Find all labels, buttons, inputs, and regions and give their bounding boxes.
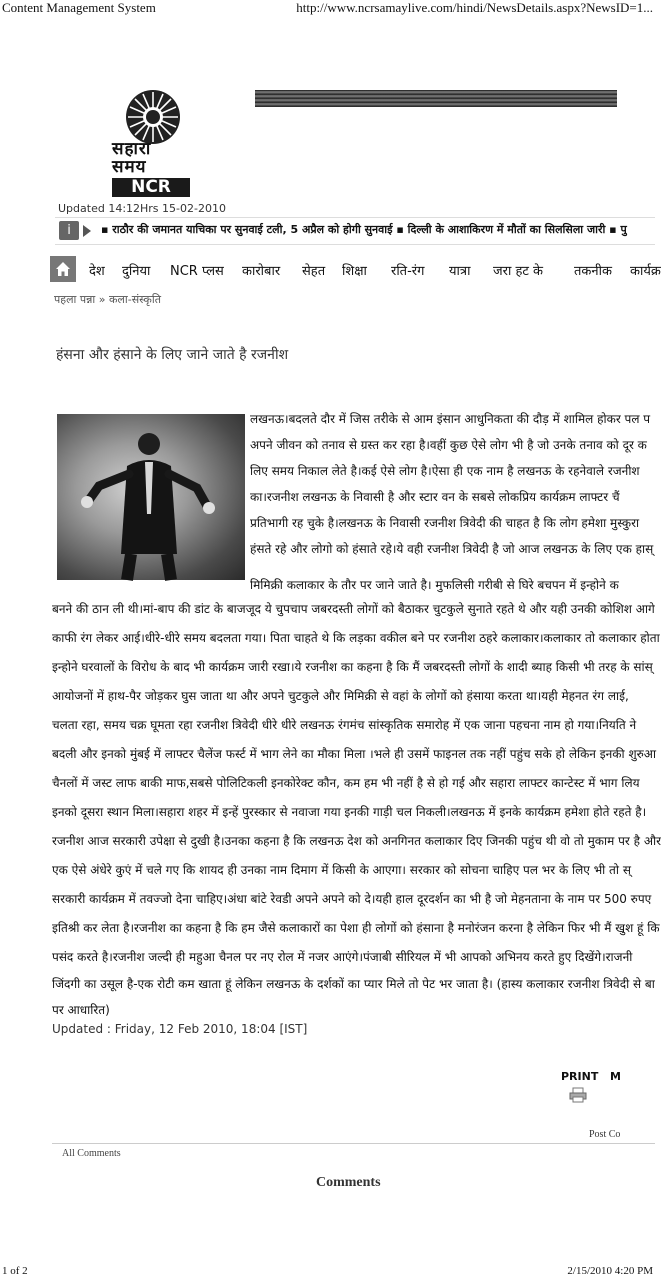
- news-ticker: [55, 217, 655, 245]
- nav-item-rati-rang[interactable]: रति-रंग: [391, 264, 425, 279]
- logo-text-line2: समय: [112, 157, 147, 177]
- info-icon[interactable]: i: [59, 221, 79, 240]
- article-line: सरकारी कार्यक्रम में तवज्जो देना चाहिए।अंधा बांटे रेवडी अपने अपने को दे।यही हाल दूरदर्शन का भी है जो मेहनताना के नाम पर 500 रुपए: [52, 892, 652, 906]
- article-line: हंसते रहे और लोगो को हंसाते रहे।ये वही रजनीश त्रिवेदी है जो आज लखनऊ के लिए एक हास्: [250, 542, 654, 556]
- ticker-item[interactable]: राठौर की जमानत याचिका पर सुनवाई टली, 5 अप्रैल को होगी सुनवाई: [112, 223, 393, 236]
- article-line: काफी रंग लेकर आई।धीरे-धीरे समय बदलता गया। पिता चाहते थे कि लड़का वकील बने पर रजनीश ठहरे कलाकार।कलाकार तो कलाकार होता: [52, 631, 660, 645]
- article-line: लखनऊ।बदलते दौर में जिस तरीके से आम इंसान आधुनिकता की दौड़ में शामिल होकर पल प: [250, 412, 651, 426]
- article-line: बनने की ठान ली थी।मां-बाप की डांट के बाजजूद ये चुपचाप जबरदस्ती लोगों को बैठाकर चुटकुले सुनाते रहते थे और यही उनकी कोशिश आगे: [52, 602, 655, 616]
- article-line: प्रतिभागी रह चुके है।लखनऊ के निवासी रजनीश त्रिवेदी की चाहत है कि लोग हमेशा मुस्कुरा: [250, 516, 640, 530]
- print-header-title: Content Management System: [2, 0, 156, 15]
- article-line: का।रजनीश लखनऊ के निवासी है और स्टार वन के सबसे लोकप्रिय कार्यक्रम लाफ्टर चैं: [250, 490, 620, 504]
- article-updated-date: Updated : Friday, 12 Feb 2010, 18:04 [IST]: [52, 1022, 308, 1036]
- print-link[interactable]: PRINT: [561, 1070, 599, 1083]
- ticker-bullet: ▪: [396, 223, 408, 236]
- main-navigation: [46, 254, 661, 284]
- updated-timestamp: Updated 14:12Hrs 15-02-2010: [58, 202, 226, 215]
- printer-icon[interactable]: [569, 1088, 587, 1102]
- article-line: मिमिक्री कलाकार के तौर पर जाने जाते है। मुफलिसी गरीबी से घिरे बचपन में इन्होने क: [250, 578, 619, 592]
- nav-item-yatra[interactable]: यात्रा: [449, 264, 471, 279]
- home-icon: [55, 261, 71, 277]
- performer-figure: [57, 414, 245, 580]
- article-line: जिंदगी का उसूल है-एक रोटी कम खाता हूं लेकिन लखनऊ के दर्शकों का प्यार मिले तो पेट भर जाता है। (हास्य कलाकार रजनीश त्रिवेदी से बा: [52, 977, 655, 991]
- sun-logo-icon: [124, 88, 182, 146]
- nav-item-desh[interactable]: देश: [89, 264, 105, 279]
- nav-item-duniya[interactable]: दुनिया: [122, 264, 151, 279]
- more-link[interactable]: M: [610, 1070, 621, 1083]
- article-headline: हंसना और हंसाने के लिए जाने जाते है रजनीश: [56, 347, 289, 363]
- article-line: पर आधारित): [52, 1003, 110, 1017]
- ticker-item[interactable]: पु: [620, 223, 627, 236]
- ticker-text: [101, 222, 627, 237]
- nav-item-sehat[interactable]: सेहत: [302, 264, 326, 279]
- article-line: पसंद करते है।रजनीश जल्दी ही महुआ चैनल पर नए रोल में नजर आएंगे।पंजाबी सीरियल में भी आपको अभिनय करते हुए दिखेंगे।राजनी: [52, 950, 633, 964]
- article-line: इतिश्री कर लेता है।रजनीश का कहना है कि हम जैसे कलाकारों का पेशा ही लोगों को हंसाना है मनोरंजन करना है लेकिन फिर भी मैं खुश हूं कि: [52, 921, 660, 935]
- article-line: चलता रहा, समय चक्र घूमता रहा रजनीश त्रिवेदी धीरे धीरे लखनऊ रंगमंच सांस्कृतिक समारोह में एक जाना पहचना नाम हो गया।नियति ने: [52, 718, 637, 732]
- nav-item-ncr-plus[interactable]: NCR प्लस: [170, 264, 224, 279]
- article-line: इनको दूसरा स्थान मिला।सहारा शहर में इन्हें पुरस्कार से नवाजा गया इनकी गाड़ी चल निकली।लखनऊ में इनके कार्यक्रम हमेशा होते रहते है।: [52, 805, 647, 819]
- divider: [52, 1143, 655, 1144]
- home-button[interactable]: [50, 256, 76, 282]
- print-page-number: 1 of 2: [2, 1265, 28, 1277]
- ticker-item[interactable]: दिल्ली के आशाकिरण में मौतों का सिलसिला जारी: [407, 223, 606, 236]
- article-line: चैनलों में जस्ट लाफ बाकी माफ,सबसे पोलिटिकली इनकोरेक्ट कौन, कम हम भी नहीं है से हो गई और सहारा लाफ्टर कान्टेस्ट में भाग लिय: [52, 776, 640, 790]
- article-line: इन्होने घरवालों के विरोध के बाद भी कार्यक्रम जारी रखा।ये रजनीश का कहना है कि मैं जबरदस्ती लोगों के शादी ब्याह किसी भी तरह के सांस्: [52, 660, 653, 674]
- comments-heading: Comments: [316, 1175, 381, 1190]
- ticker-bullet: ▪: [101, 223, 113, 236]
- nav-item-jara-hat-ke[interactable]: जरा हट के: [493, 264, 544, 279]
- article-line: लिए समय निकाल लेते है।कई ऐसे लोग है।ऐसा ही एक नाम है लखनऊ के रहनेवाले रजनीश: [250, 464, 640, 478]
- logo-text-line1: सहारा: [112, 139, 152, 159]
- nav-item-karyakram[interactable]: कार्यक्र: [630, 264, 661, 279]
- article-line: एक ऐसे अंधेरे कुएं में चले गए कि शायद ही उनका नाम दिमाग में किसी के आएगा। सरकार को सोचना चाहिए पल भर के लिए भी तो स्: [52, 863, 631, 877]
- article-photo: [57, 414, 245, 580]
- article-line: रजनीश आज सरकारी उपेक्षा से दुखी है।उनका कहना है कि लखनऊ देश को अनगिनत कलाकार दिए जिनकी पहुंच थी वो तो मुकाम पर है और: [52, 834, 661, 848]
- sahara-samay-ncr-logo[interactable]: [106, 88, 216, 200]
- post-comment-link[interactable]: Post Co: [589, 1129, 621, 1140]
- nav-item-taknik[interactable]: तकनीक: [574, 264, 612, 279]
- article-line: अपने जीवन को तनाव से ग्रस्त कर रहा है।वहीं कुछ ऐसे लोग भी है जो उनके तनाव को दूर क: [250, 438, 647, 452]
- nav-item-shiksha[interactable]: शिक्षा: [342, 264, 367, 279]
- header-banner[interactable]: [255, 90, 617, 107]
- breadcrumb[interactable]: पहला पन्ना » कला-संस्कृति: [54, 293, 161, 306]
- print-header-url: http://www.ncrsamaylive.com/hindi/NewsDetails.aspx?NewsID=1...: [296, 0, 653, 15]
- logo-ncr-badge: NCR: [112, 178, 190, 197]
- nav-item-karobar[interactable]: कारोबार: [242, 264, 281, 279]
- ticker-bullet: ▪: [609, 223, 621, 236]
- print-datetime: 2/15/2010 4:20 PM: [567, 1265, 653, 1277]
- article-line: आयोजनों में हाथ-पैर जोड़कर घुस जाता था और अपने चुटकुले और मिमिक्री से वहां के लोगों को हंसाया करता था।यही मेहनत रंग लाई,: [52, 689, 629, 703]
- all-comments-tab[interactable]: All Comments: [62, 1148, 121, 1159]
- play-arrow-icon[interactable]: [83, 225, 91, 237]
- article-line: बदली और इनको मुंबई में लाफ्टर चैलेंज फर्स्ट में भाग लेने का मौका मिला ।भले ही उसमें फाइनल तक नहीं पहुंच सके हो लेकिन इनकी शुरुआ: [52, 747, 657, 761]
